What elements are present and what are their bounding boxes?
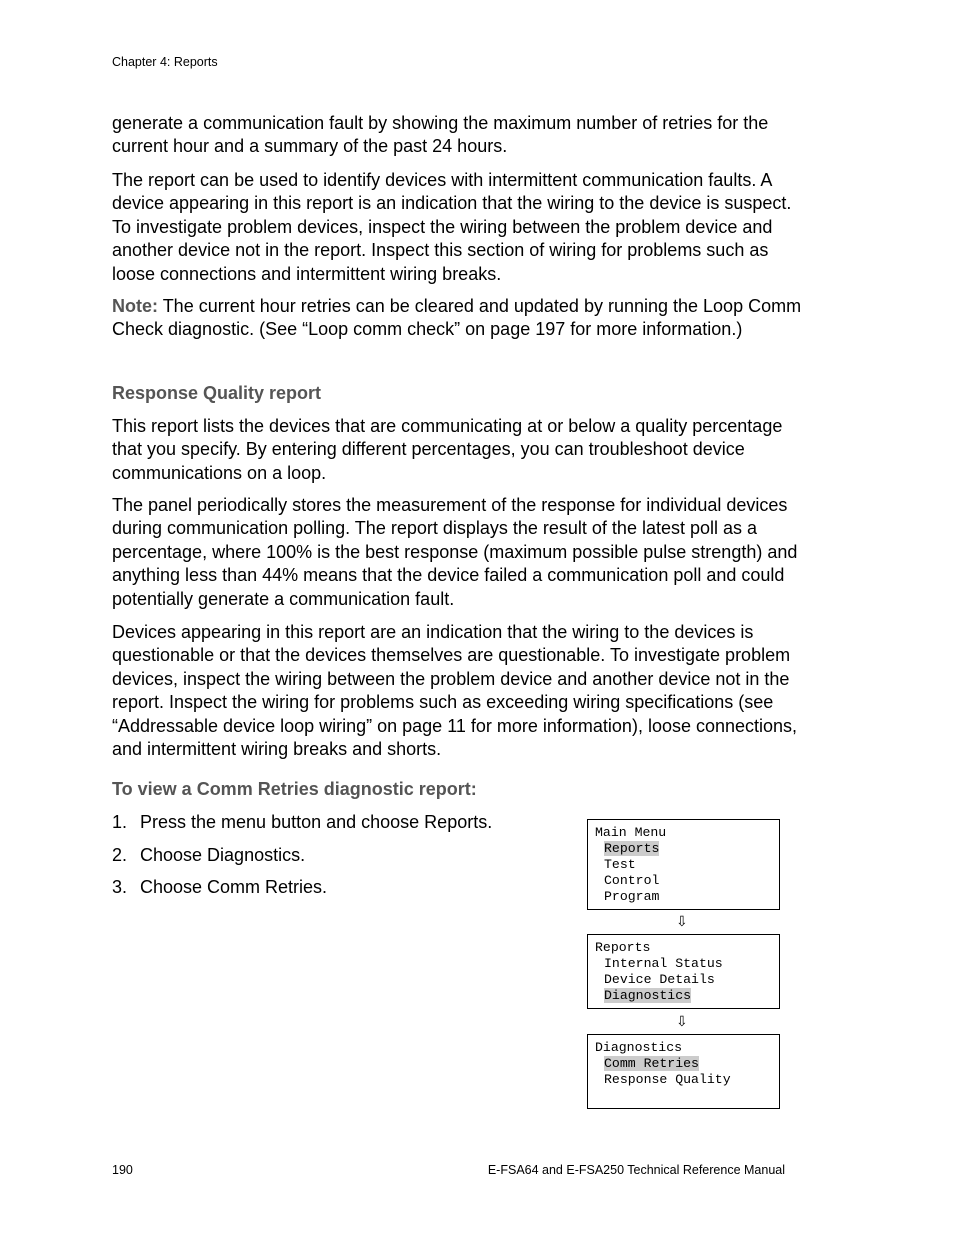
step-text: Press the menu button and choose Reports. — [140, 812, 493, 832]
lcd-item: Internal Status — [604, 956, 723, 971]
procedure-heading: To view a Comm Retries diagnostic report: — [112, 779, 477, 799]
lcd-item — [595, 841, 779, 857]
page-number: 190 — [112, 1163, 133, 1177]
paragraph: Devices appearing in this report are an indication that the wiring to the devices is questionable or that the devices themselves are questionable. To investigate problem devices, inspect the wiring between the problem device and another device not in the report. Inspect the wiring for problems such as exceeding wiring specifications (see “Addressable device loop wiring” on page 11 for more information), loose connections, and intermittent wiring breaks and shorts. — [112, 622, 798, 760]
lcd-title: Diagnostics — [595, 1040, 683, 1055]
lcd-title: Reports — [595, 940, 651, 955]
step-text: Choose Diagnostics. — [140, 845, 306, 865]
lcd-item: Device Details — [604, 972, 715, 987]
lcd-item-selected: Comm Retries — [604, 1056, 699, 1071]
step-number: 1. — [112, 812, 128, 832]
lcd-item — [595, 988, 779, 1004]
lcd-item: Control — [604, 873, 660, 888]
note-label: Note: — [112, 296, 158, 316]
lcd-reports-menu — [587, 934, 780, 1009]
down-arrow-icon: ⇩ — [676, 913, 688, 929]
paragraph: The report can be used to identify devices with intermittent communication faults. A device appearing in this report is an indication that the wiring to the device is suspect. To investigate problem devices, inspect the wiring between the problem device and another device not in the report. Inspect this section of wiring for problems such as loose connections and intermittent wiring breaks. — [112, 170, 792, 284]
step-1 — [112, 811, 492, 834]
rq-text-3 — [112, 621, 802, 761]
lcd-item: Response Quality — [604, 1072, 731, 1087]
body-text-1 — [112, 112, 802, 159]
lcd-item — [595, 1056, 779, 1072]
lcd-item: Program — [604, 889, 660, 904]
paragraph: generate a communication fault by showing the maximum number of retries for the current hour and a summary of the past 24 hours. — [112, 113, 769, 157]
note-paragraph — [112, 295, 802, 342]
lcd-diagnostics-menu — [587, 1034, 780, 1109]
note-block — [112, 295, 802, 342]
response-quality-heading: Response Quality report — [112, 383, 322, 403]
lcd-item-selected: Diagnostics — [604, 988, 692, 1003]
lcd-main-menu — [587, 819, 780, 910]
lcd-item: Test — [604, 857, 636, 872]
step-text: Choose Comm Retries. — [140, 877, 328, 897]
note-text: The current hour retries can be cleared and updated by running the Loop Comm Check diagnostic. (See “Loop comm check” on page 197 for more information.) — [112, 296, 802, 340]
down-arrow-icon: ⇩ — [676, 1013, 688, 1029]
step-number: 3. — [112, 877, 128, 897]
lcd-title: Main Menu — [595, 825, 667, 840]
chapter-header: Chapter 4: Reports — [112, 55, 218, 69]
manual-title: E-FSA64 and E-FSA250 Technical Reference Manual — [487, 1163, 785, 1177]
step-3 — [112, 876, 327, 899]
rq-text-1 — [112, 415, 802, 485]
paragraph: The panel periodically stores the measurement of the response for individual devices during communication polling. The report displays the result of the latest poll as a percentage, where 100% is the best response (maximum possible pulse strength) and anything less than 44% means that the device failed a communication poll and could potentially generate a communication fault. — [112, 495, 798, 609]
step-2 — [112, 844, 305, 867]
body-text-2 — [112, 169, 802, 286]
rq-text-2 — [112, 494, 802, 611]
lcd-item-selected: Reports — [604, 841, 660, 856]
paragraph: This report lists the devices that are communicating at or below a quality percentage that you specify. By entering different percentages, you can troubleshoot device communications on a loop. — [112, 416, 783, 483]
step-number: 2. — [112, 845, 128, 865]
